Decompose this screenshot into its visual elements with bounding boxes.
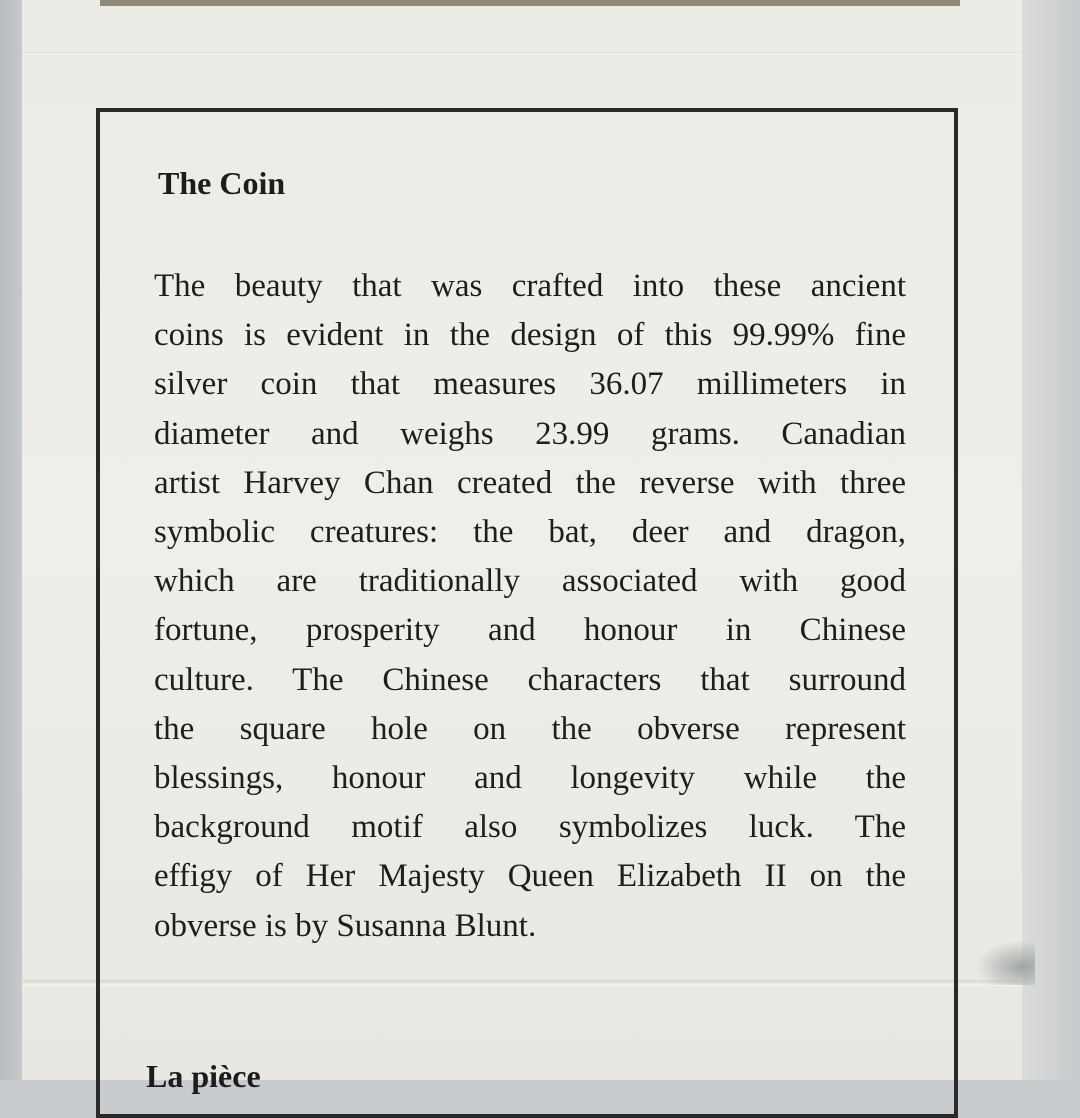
next-section-title: La pièce xyxy=(146,1058,261,1094)
body-line: obverse is by Susanna Blunt. xyxy=(154,907,537,944)
section-title: The Coin xyxy=(158,165,286,201)
body-line: background motif also symbolizes luck. The xyxy=(154,809,906,846)
fold-line-top xyxy=(22,52,1022,55)
body-line: which are traditionally associated with good xyxy=(154,563,906,600)
body-line: diameter and weighs 23.99 grams. Canadian xyxy=(154,415,906,452)
section-body xyxy=(154,262,906,951)
top-strip xyxy=(100,0,960,6)
body-line: effigy of Her Majesty Queen Elizabeth II on the xyxy=(154,858,906,895)
body-line: The beauty that was crafted into these ancient xyxy=(154,268,906,304)
body-line: silver coin that measures 36.07 millimeters in xyxy=(154,366,906,403)
body-line: coins is evident in the design of this 99.99% fine xyxy=(154,317,906,354)
body-line: artist Harvey Chan created the reverse with three xyxy=(154,464,906,501)
body-line: symbolic creatures: the bat, deer and dragon, xyxy=(154,514,906,551)
body-line: fortune, prosperity and honour in Chinese xyxy=(154,612,906,649)
body-line: the square hole on the obverse represent xyxy=(154,710,906,747)
body-line: culture. The Chinese characters that surround xyxy=(154,661,906,698)
edge-shadow xyxy=(975,940,1035,985)
body-line: blessings, honour and longevity while the xyxy=(154,760,906,797)
